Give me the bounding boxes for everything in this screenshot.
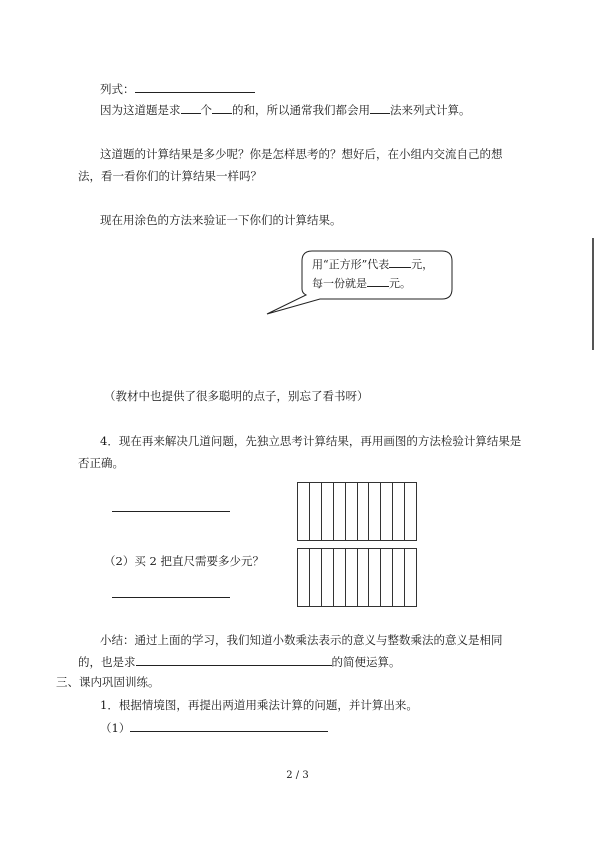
task4-line-2: 否正确。	[78, 456, 124, 470]
formula-line	[100, 80, 255, 97]
bubble-line-1: 用“正方形”代表 元，	[312, 258, 434, 271]
question-2: （2）买 2 把直尺需要多少元？	[104, 554, 264, 568]
summary-line-1: 小结：通过上面的学习，我们知道小数乘法表示的意义与整数乘法的意义是相同	[100, 633, 503, 647]
exercise-1-sub: （1）	[100, 719, 328, 736]
summary-line-2: 的，也是求 的简便运算。	[78, 655, 401, 669]
reason-text-a: 因为这道题是求	[100, 103, 181, 117]
answer-line-2[interactable]	[112, 597, 230, 598]
question-line-2: 法，看一看你们的计算结果一样吗？	[78, 169, 262, 183]
exercise-1: 1．根据情境图，再提出两道用乘法计算的问题，并计算出来。	[100, 698, 418, 712]
formula-blank[interactable]	[135, 80, 255, 93]
reason-text-b: 个	[200, 103, 212, 117]
reason-line	[100, 101, 471, 118]
bubble-blank-1[interactable]	[389, 256, 411, 268]
formula-label: 列式：	[100, 82, 135, 96]
bubble-line-2: 每一份就是 元。	[312, 277, 411, 290]
question-line-1: 这道题的计算结果是多少呢？你是怎样思考的？想好后，在小组内交流自己的想	[100, 147, 503, 161]
verify-text: 现在用涂色的方法来验证一下你们的计算结果。	[100, 213, 342, 227]
reason-text-d: 法来列式计算。	[390, 103, 471, 117]
textbook-hint: （教材中也提供了很多聪明的点子，别忘了看书呀）	[104, 389, 369, 403]
section-3-heading: 三、课内巩固训练。	[56, 675, 160, 689]
summary-blank[interactable]	[136, 653, 332, 666]
ruler-grid-1[interactable]	[297, 482, 417, 541]
task4-line-1: 4．现在再来解决几道问题，先独立思考计算结果，再用画图的方法检验计算结果是	[100, 434, 522, 448]
exercise-1-blank[interactable]	[130, 719, 328, 732]
blank-addend[interactable]	[181, 101, 201, 114]
blank-method[interactable]	[370, 101, 390, 114]
page-number: 2 / 3	[286, 770, 309, 781]
reason-text-c: 的和，所以通常我们都会用	[232, 103, 370, 117]
scroll-edge-mark	[592, 238, 594, 350]
blank-count[interactable]	[212, 101, 232, 114]
ruler-grid-2[interactable]	[297, 548, 417, 607]
answer-line-1[interactable]	[112, 511, 230, 512]
bubble-blank-2[interactable]	[367, 275, 389, 287]
